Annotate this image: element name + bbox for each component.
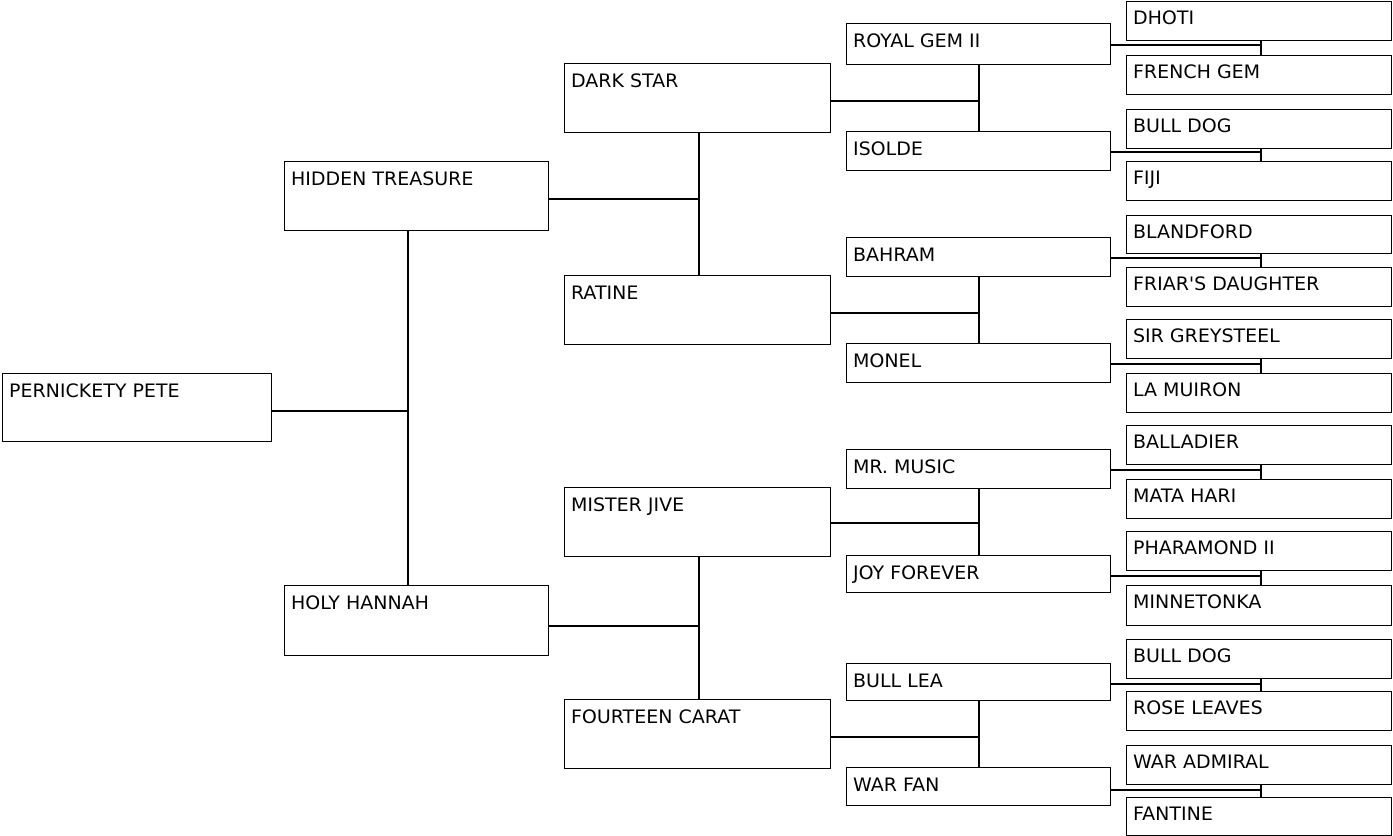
connector-line: [549, 198, 700, 200]
ancestor-box-g5[interactable]: [1126, 215, 1392, 254]
horse-name: BLANDFORD: [1133, 221, 1253, 243]
ancestor-box-g5[interactable]: [1126, 797, 1392, 836]
ancestor-box-g5[interactable]: [1126, 639, 1392, 679]
horse-name: MINNETONKA: [1133, 591, 1262, 613]
ancestor-box-g5[interactable]: [1126, 161, 1392, 201]
dam-dam-box[interactable]: [564, 699, 831, 769]
horse-name: LA MUIRON: [1133, 379, 1242, 401]
horse-name: HOLY HANNAH: [291, 592, 429, 614]
ancestor-box-g5[interactable]: [1126, 531, 1392, 571]
horse-name: MONEL: [853, 350, 922, 372]
connector-line: [978, 276, 980, 344]
connector-line: [1111, 789, 1262, 791]
horse-name: ROSE LEAVES: [1133, 697, 1263, 719]
connector-line: [1260, 570, 1262, 586]
connector-line: [1111, 363, 1262, 365]
connector-line: [831, 100, 980, 102]
ancestor-box-g5[interactable]: [1126, 373, 1392, 413]
connector-line: [1260, 358, 1262, 374]
horse-name: BULL DOG: [1133, 115, 1232, 137]
connector-line: [1260, 40, 1262, 56]
subject-horse-box[interactable]: [2, 373, 272, 442]
ancestor-box-g4[interactable]: [846, 237, 1111, 277]
ancestor-box-g5[interactable]: [1126, 55, 1392, 95]
ancestor-box-g4[interactable]: [846, 131, 1111, 171]
connector-line: [1111, 683, 1262, 685]
dam-box[interactable]: [284, 585, 549, 656]
horse-name: ROYAL GEM II: [853, 30, 981, 52]
ancestor-box-g5[interactable]: [1126, 479, 1392, 519]
horse-name: FRENCH GEM: [1133, 61, 1261, 83]
sire-dam-box[interactable]: [564, 275, 831, 345]
connector-line: [1111, 44, 1262, 46]
connector-line: [698, 556, 700, 700]
ancestor-box-g5[interactable]: [1126, 745, 1392, 785]
ancestor-box-g4[interactable]: [846, 23, 1111, 65]
connector-line: [271, 410, 409, 412]
connector-line: [1260, 464, 1262, 480]
ancestor-box-g4[interactable]: [846, 343, 1111, 383]
horse-name: PHARAMOND II: [1133, 537, 1275, 559]
connector-line: [407, 230, 409, 586]
dam-sire-box[interactable]: [564, 487, 831, 557]
connector-line: [831, 312, 980, 314]
horse-name: HIDDEN TREASURE: [291, 168, 474, 190]
horse-name: BAHRAM: [853, 244, 936, 266]
connector-line: [1260, 148, 1262, 162]
horse-name: FOURTEEN CARAT: [571, 706, 741, 728]
ancestor-box-g4[interactable]: [846, 449, 1111, 489]
connector-line: [831, 736, 980, 738]
connector-line: [1111, 469, 1262, 471]
horse-name: PERNICKETY PETE: [9, 380, 180, 402]
connector-line: [698, 132, 700, 276]
horse-name: RATINE: [571, 282, 639, 304]
horse-name: BULL LEA: [853, 670, 943, 692]
horse-name: DHOTI: [1133, 7, 1195, 29]
connector-line: [549, 625, 700, 627]
sire-box[interactable]: [284, 161, 549, 231]
horse-name: JOY FOREVER: [853, 562, 980, 584]
connector-line: [1260, 253, 1262, 268]
horse-name: FANTINE: [1133, 803, 1213, 825]
ancestor-box-g4[interactable]: [846, 767, 1111, 806]
connector-line: [1111, 151, 1262, 153]
horse-name: WAR FAN: [853, 774, 940, 796]
horse-name: SIR GREYSTEEL: [1133, 325, 1280, 347]
horse-name: MR. MUSIC: [853, 456, 956, 478]
horse-name: DARK STAR: [571, 70, 679, 92]
horse-name: MISTER JIVE: [571, 494, 685, 516]
horse-name: ISOLDE: [853, 138, 923, 160]
ancestor-box-g5[interactable]: [1126, 319, 1392, 359]
horse-name: BALLADIER: [1133, 431, 1240, 453]
connector-line: [978, 64, 980, 132]
ancestor-box-g5[interactable]: [1126, 267, 1392, 307]
horse-name: FIJI: [1133, 167, 1161, 189]
ancestor-box-g5[interactable]: [1126, 585, 1392, 626]
horse-name: FRIAR'S DAUGHTER: [1133, 273, 1320, 295]
connector-line: [831, 522, 980, 524]
ancestor-box-g4[interactable]: [846, 663, 1111, 701]
ancestor-box-g5[interactable]: [1126, 691, 1392, 731]
horse-name: BULL DOG: [1133, 645, 1232, 667]
sire-sire-box[interactable]: [564, 63, 831, 133]
horse-name: MATA HARI: [1133, 485, 1237, 507]
ancestor-box-g5[interactable]: [1126, 1, 1392, 41]
connector-line: [1111, 575, 1262, 577]
ancestor-box-g5[interactable]: [1126, 109, 1392, 149]
connector-line: [978, 700, 980, 768]
ancestor-box-g5[interactable]: [1126, 425, 1392, 465]
connector-line: [1111, 257, 1262, 259]
horse-name: WAR ADMIRAL: [1133, 751, 1269, 773]
connector-line: [978, 488, 980, 556]
ancestor-box-g4[interactable]: [846, 555, 1111, 593]
